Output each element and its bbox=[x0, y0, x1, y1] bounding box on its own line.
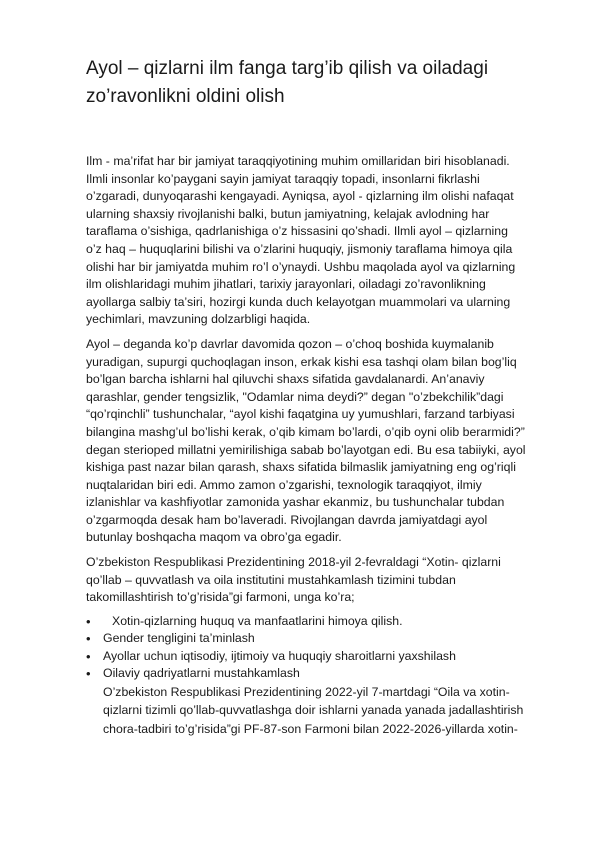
document-title: Ayol – qizlarni ilm fanga targ’ib qilish va oiladagi zo’ravonlikni oldini olish bbox=[86, 58, 489, 107]
bullet-item: • Oilaviy qadriyatlarni mustahkamlash bbox=[86, 665, 526, 683]
bullet-item: • Ayollar uchun iqtisodiy, ijtimoiy va huquqiy sharoitlarni yaxshilash bbox=[86, 648, 526, 666]
decree-intro: O’zbekiston Respublikasi Prezidentining 2018-yil 2-fevraldagi “Xotin- qizlarni qo’llab – quvvatlash va oila institutini mustahkamlash tizimini tubdan takomillashtirish to’g’risida”gi farmoni, unga ko’ra; bbox=[86, 555, 501, 605]
paragraph-2: Ayol – deganda ko’p davrlar davomida qozon – o’choq boshida kuymalanib yuradigan, supurgi quchoqlagan inson, erkak kishi esa tashqi olam bilan bog’liq bo’lgan barcha ishlarni hal qiluvchi shaxs sifatida gavdalanardi. An’anaviy qarashlar, gender tengsizlik, "Odamlar nima deydi?” degan "o’zbekchilik”dagi “qo’rqinchli” tushunchalar, “ayol kishi faqatgina uy yumushlari, farzand tarbiyasi bilangina mashg’ul bo’lishi kerak, o’qib kimam bo’lardi, o’qib oyni olib berarmidi?” degan sterioped millatni yemirilishiga sabab bo’layotgan edi. Bu esa tabiiyki, ayol kishiga past nazar bilan qarash, shaxs sifatida bilmaslik jamiyatning eng og’riqli nuqtalaridan biri edi. Ammo zamon o’zgarishi, texnologik taraqqiyot, ilmiy izlanishlar va kashfiyotlar zamonida yashar ekanmiz, bu tushunchalar tubdan o’zgarmoqda desak ham bo’laveradi. Rivojlangan davrda jamiyatdagi ayol butunlay boshqacha maqom va obro’ga egadir. bbox=[86, 336, 526, 545]
continuation-paragraph: O’zbekiston Respublikasi Prezidentining 2022-yil 7-martdagi “Oila va xotin-qizlarni tizimli qo’llab-quvvatlashga doir ishlarni yanada yanada jadallashtirish chora-tadbiri to’g’risida”gi PF-87-son Farmoni bilan 2022-2026-yillarda xotin- bbox=[103, 684, 524, 736]
bullet-list bbox=[86, 613, 526, 683]
paragraph-1: Ilm - ma’rifat har bir jamiyat taraqqiyotining muhim omillaridan biri hisoblanadi. Ilmli insonlar ko’paygani sayin jamiyat taraqqiy topadi, insonlarni fikrlashi o’zgaradi, dunyoqarashi kengayadi. Ayniqsa, ayol - qizlarning ilm olishi nafaqat ularning shaxsiy rivojlanishi balki, butun jamiyatning, kelajak avlodning har taraflama o’sishiga, qadrlanishiga o’z hissasini qo’shadi. Ilmli ayol – qizlarning o’z haq – huquqlarini bilishi va o’zlarini huquqiy, jismoniy taraflama himoya qila olishi har bir jamiyatda muhim ro’l o’ynaydi. Ushbu maqolada ayol va qizlarning ilm olishlaridagi muhim jihatlari, tarixiy jarayonlari, oiladagi zo’ravonlikning ayollarga salbiy ta’siri, hozirgi kunda duch kelayotgan muammolari va ularning yechimlari, mavzuning dolzarbligi haqida. bbox=[86, 154, 516, 327]
bullet-item: • Xotin-qizlarning huquq va manfaatlarini himoya qilish. bbox=[86, 613, 526, 631]
bullet-item: • Gender tengligini ta’minlash bbox=[86, 630, 526, 648]
document-body bbox=[86, 153, 526, 738]
